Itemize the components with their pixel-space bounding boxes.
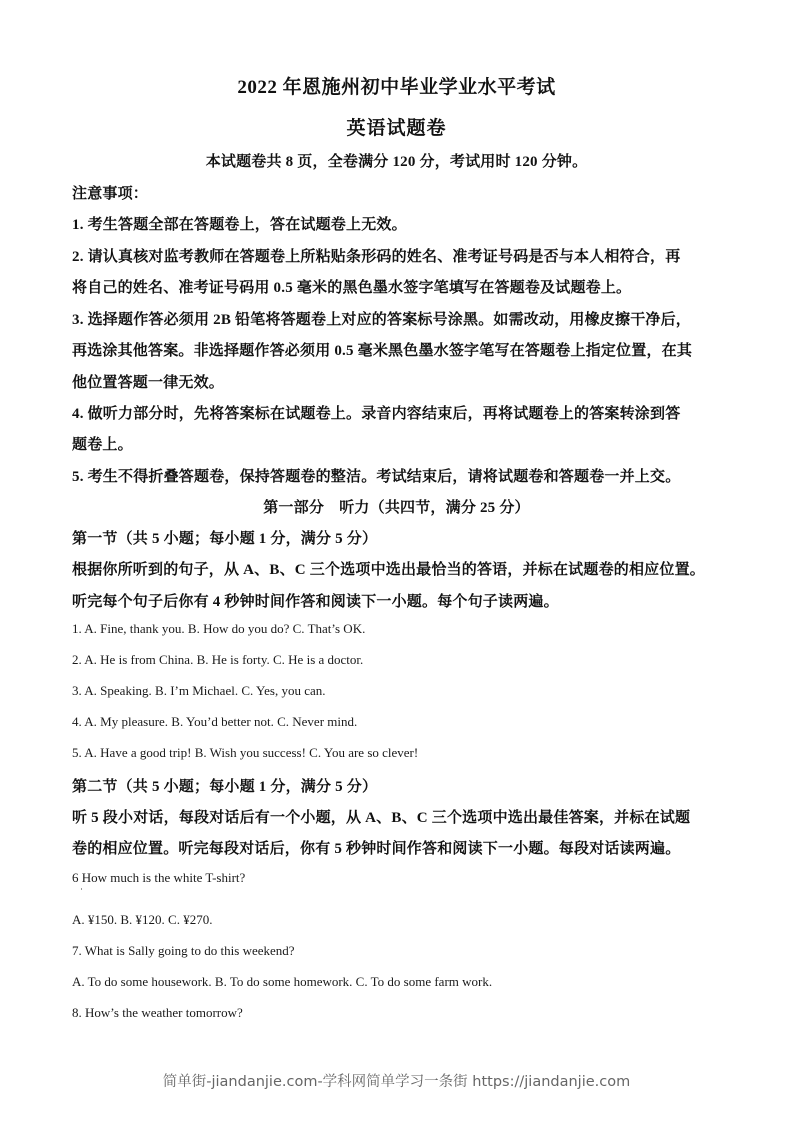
question-2: 2. A. He is from China. B. He is forty. C. He is a doctor. — [72, 652, 364, 667]
question-6: 6 How much is the white T-shirt? — [72, 870, 246, 885]
question-6-options: A. ¥150. B. ¥120. C. ¥270. — [72, 912, 213, 927]
question-7: 7. What is Sally going to do this weekend? — [72, 943, 295, 958]
notice-line: 3. 选择题作答必须用 2B 铅笔将答题卷上对应的答案标号涂黑。如需改动，用橡皮擦干净后， — [72, 312, 692, 328]
exam-subtitle: 英语试题卷 — [346, 118, 447, 139]
question-8: 8. How’s the weather tomorrow? — [72, 1005, 243, 1020]
exam-title: 2022 年恩施州初中毕业学业水平考试 — [237, 77, 556, 98]
notice-heading: 注意事项： — [72, 186, 149, 202]
question-1: 1. A. Fine, thank you. B. How do you do? C. That’s OK. — [72, 621, 366, 636]
notice-line: 再选涂其他答案。非选择题作答必须用 0.5 毫米黑色墨水签字笔写在答题卷上指定位置，在其 — [72, 343, 693, 359]
notice-line: 1. 考生答题全部在答题卷上，答在试题卷上无效。 — [72, 217, 407, 233]
question-5: 5. A. Have a good trip! B. Wish you success! C. You are so clever! — [72, 745, 419, 760]
notice-line: 5. 考生不得折叠答题卷，保持答题卷的整洁。考试结束后，请将试题卷和答题卷一并上交。 — [72, 469, 681, 485]
section1-instruction: 听完每个句子后你有 4 秒钟时间作答和阅读下一小题。每个句子读两遍。 — [72, 594, 559, 610]
notice-line: 他位置答题一律无效。 — [72, 375, 225, 391]
section2-heading: 第二节（共 5 小题；每小题 1 分，满分 5 分） — [72, 779, 378, 795]
notice-line: 2. 请认真核对监考教师在答题卷上所粘贴条形码的姓名、准考证号码是否与本人相符合，再 — [72, 249, 681, 265]
exam-info: 本试题卷共 8 页，全卷满分 120 分，考试用时 120 分钟。 — [205, 154, 588, 170]
question-4: 4. A. My pleasure. B. You’d better not. C. Never mind. — [72, 714, 358, 729]
question-3: 3. A. Speaking. B. I’m Michael. C. Yes, you can. — [72, 683, 326, 698]
section2-instruction: 卷的相应位置。听完每段对话后，你有 5 秒钟时间作答和阅读下一小题。每段对话读两遍。 — [72, 841, 681, 857]
part1-heading: 第一部分 听力（共四节，满分 25 分） — [263, 500, 530, 516]
notice-line: 4. 做听力部分时，先将答案标在试题卷上。录音内容结束后，再将试题卷上的答案转涂到答 — [72, 406, 681, 422]
watermark-footer: 简单街-jiandanjie.com-学科网简单学习一条街 https://jiandanjie.com — [162, 1074, 631, 1090]
question-7-options: A. To do some housework. B. To do some homework. C. To do some farm work. — [72, 974, 493, 989]
section2-instruction: 听 5 段小对话，每段对话后有一个小题，从 A、B、C 三个选项中选出最佳答案，并标在试题 — [72, 810, 691, 826]
section1-heading: 第一节（共 5 小题；每小题 1 分，满分 5 分） — [72, 531, 378, 547]
section1-instruction: 根据你所听到的句子，从 A、B、C 三个选项中选出最恰当的答语，并标在试题卷的相应位置。 — [72, 562, 705, 578]
notice-line: 题卷上。 — [72, 437, 133, 453]
stray-mark — [81, 888, 82, 890]
notice-line: 将自己的姓名、准考证号码用 0.5 毫米的黑色墨水签字笔填写在答题卷及试题卷上。 — [72, 280, 632, 296]
